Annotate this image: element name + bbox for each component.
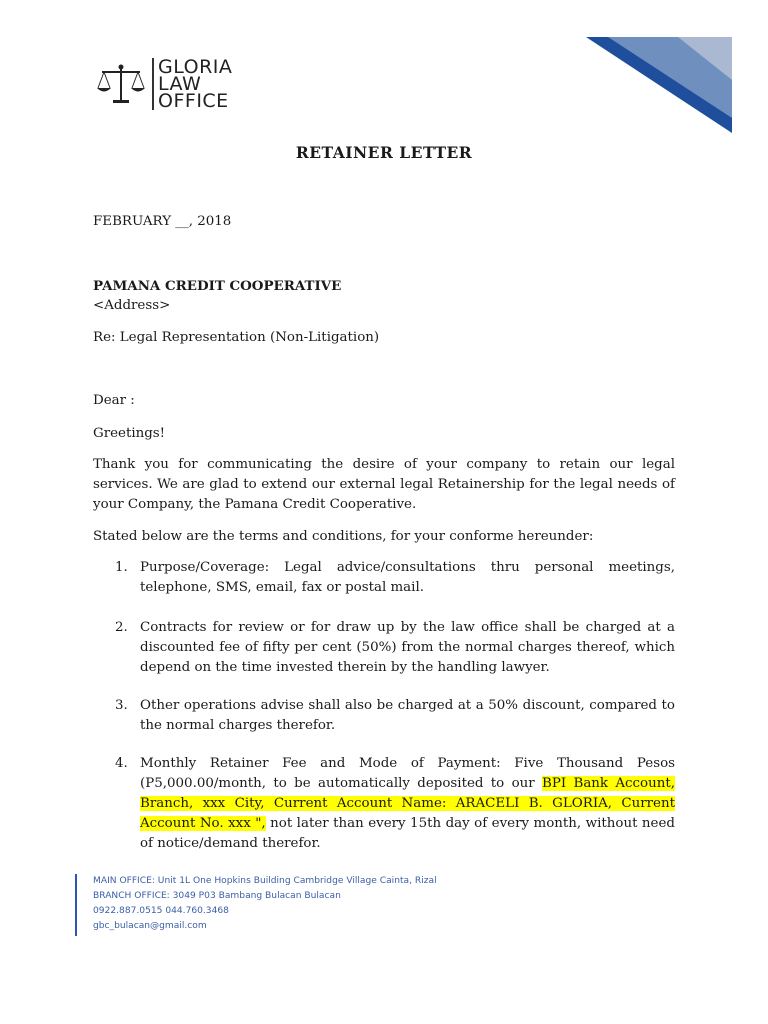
logo-line-2: LAW bbox=[158, 72, 202, 95]
bank-account-highlight: BPI Bank Account, Branch, xxx City, Current Account Name: ARACELI B. GLORIA, Current Account No. xxx ", bbox=[140, 776, 675, 831]
document-title: RETAINER LETTER bbox=[295, 143, 473, 162]
addressee-address: <Address> bbox=[93, 298, 171, 313]
phone-numbers: 0922.887.0515 044.760.3468 bbox=[93, 906, 229, 916]
list-item-text bbox=[140, 754, 675, 854]
logo-line-1: GLORIA bbox=[158, 55, 233, 78]
terms-intro: Stated below are the terms and conditions, for your conforme hereunder: bbox=[93, 529, 594, 544]
list-item-text: Other operations advise shall also be charged at a 50% discount, compared to the normal charges therefor. bbox=[140, 698, 675, 733]
addressee-name: PAMANA CREDIT COOPERATIVE bbox=[93, 278, 342, 294]
greeting: Greetings! bbox=[93, 426, 166, 441]
subject-line: Re: Legal Representation (Non-Litigation) bbox=[93, 330, 380, 345]
law-office-logo bbox=[96, 56, 232, 112]
list-item-number: 4. bbox=[115, 756, 128, 771]
salutation: Dear : bbox=[93, 393, 135, 408]
list-item-text: Purpose/Coverage: Legal advice/consultations thru personal meetings, telephone, SMS, email, fax or postal mail. bbox=[140, 560, 675, 595]
branch-office-address: BRANCH OFFICE: 3049 P03 Bambang Bulacan Bulacan bbox=[93, 891, 341, 901]
list-item-number: 2. bbox=[115, 620, 128, 635]
logo-divider bbox=[152, 58, 154, 110]
list-item-number: 3. bbox=[115, 698, 128, 713]
office-footer bbox=[75, 874, 437, 936]
logo-line-3: OFFICE bbox=[158, 89, 229, 112]
payment-due-text: not later than every 15th day of every month, without need of notice/demand therefor. bbox=[140, 816, 675, 851]
main-office-address: MAIN OFFICE: Unit 1L One Hopkins Building Cambridge Village Cainta, Rizal bbox=[93, 876, 437, 886]
list-item-number: 1. bbox=[115, 560, 128, 575]
scales-of-justice-icon bbox=[96, 62, 146, 106]
intro-paragraph: Thank you for communicating the desire of your company to retain our legal services. We are glad to extend our external legal Retainership for the legal needs of your Company, the Pamana Credit Cooperative. bbox=[93, 457, 675, 512]
email-address: gbc_bulacan@gmail.com bbox=[93, 921, 207, 931]
list-item-text: Contracts for review or for draw up by the law office shall be charged at a discounted fee of fifty per cent (50%) from the normal charges thereof, which depend on the time invested therein by the handling lawyer. bbox=[140, 620, 675, 675]
payment-text: Monthly Retainer Fee and Mode of Payment: Five Thousand Pesos (P5,000.00/month, to be automatically deposited to our bbox=[140, 756, 675, 791]
logo-wordmark bbox=[158, 55, 233, 112]
corner-decoration bbox=[568, 0, 768, 140]
letter-date: FEBRUARY __, 2018 bbox=[93, 214, 232, 229]
